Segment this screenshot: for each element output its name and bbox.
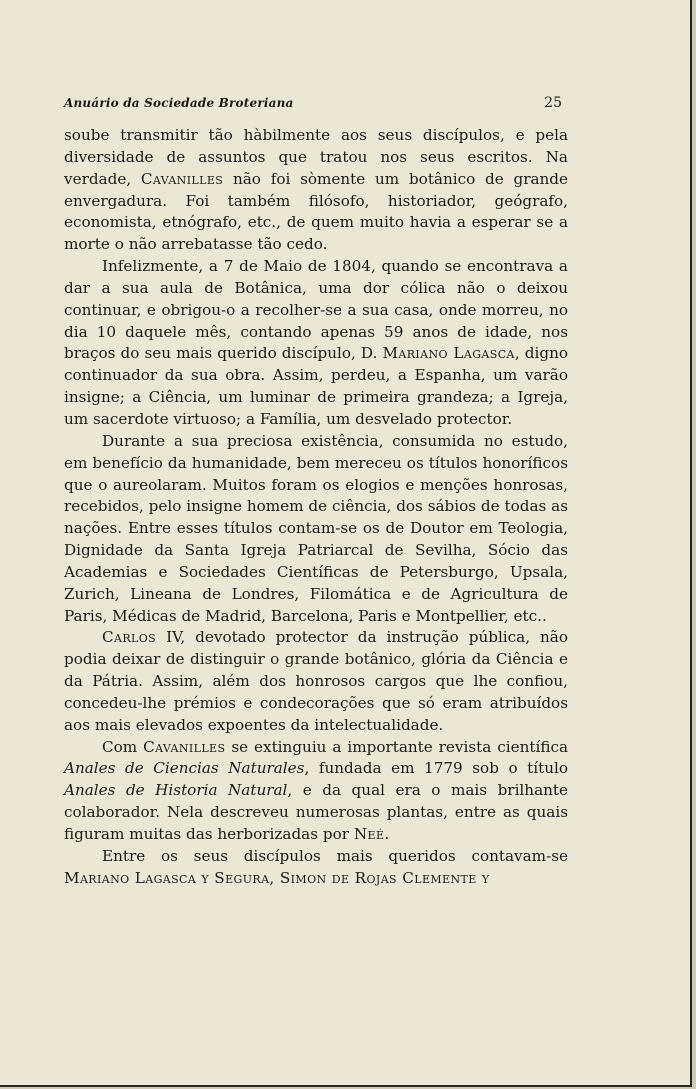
person-name: Neé [353, 825, 385, 843]
person-name: Mariano Lagasca y Segura, Simon de Rojas Clemente y [64, 868, 490, 887]
page-number: 25 [544, 95, 562, 111]
paragraph [64, 627, 568, 736]
text-run: . [384, 825, 390, 843]
paragraph [64, 737, 568, 846]
person-name: Carlos [102, 628, 157, 647]
text-run: , fundada em 1779 sob o título [304, 759, 568, 778]
running-head: Anuário da Sociedade Broteriana [64, 96, 294, 110]
text-run: , digno continuador da sua obra. Assim, perdeu, a Espanha, um varão insigne; a Ciência, um luminar de primeira grandeza; a Igreja, um sacerdote virtuoso; a Família, um desvelado protector. [64, 344, 568, 428]
text-run: se extinguiu a importante revista científica [225, 737, 569, 756]
page-header [64, 95, 562, 111]
person-name: Cavanilles [143, 737, 226, 756]
text-run: , e da qual era o mais brilhante colaborador. Nela descreveu numerosas plantas, entre as quais figuram muitas das herborizadas por [64, 781, 568, 843]
text-run: Com [102, 737, 144, 756]
journal-title: Anales de Ciencias Naturales [64, 759, 305, 778]
text-run: não foi sòmente um botânico de grande envergadura. Foi também filósofo, historiador, geógrafo, economista, etnógrafo, etc., de quem muito havia a esperar se a morte o não arrebatasse tão cedo. [64, 169, 568, 254]
text-run: IV, devotado protector da instrução pública, não podia deixar de distinguir o grande botânico, glória da Ciência e da Pátria. Assim, além dos honrosos cargos que lhe confiou, concedeu-lhe prémios e condecorações que só eram atribuídos aos mais elevados expoentes da intelectualidade. [64, 628, 568, 734]
paragraph [64, 256, 568, 431]
text-run: Infelizmente, a 7 de Maio de 1804, quando se encontrava a dar a sua aula de Botânica, uma dor cólica não o deixou continuar, e obrigou-o a recolher-se a sua casa, onde morreu, no dia 10 daquele mês, contando apenas 59 anos de idade, nos braços do seu mais querido discípulo, D. [64, 257, 568, 363]
paragraph [64, 846, 568, 890]
journal-title: Anales de Historia Natural [64, 781, 288, 800]
text-run: soube transmitir tão hàbilmente aos seus discípulos, e pela diversidade de assuntos que tratou nos seus escritos. Na verdade, [64, 126, 568, 188]
paragraph [64, 125, 568, 256]
paragraph [64, 431, 568, 628]
text-run: Entre os seus discípulos mais queridos contavam-se [102, 846, 568, 865]
person-name: Cavanilles [140, 169, 224, 188]
body-text [64, 125, 568, 890]
person-name: Mariano Lagasca [382, 344, 515, 363]
text-run: Durante a sua preciosa existência, consumida no estudo, em benefício da humanidade, bem mereceu os títulos honoríficos que o aureolaram. Muitos foram os elogios e menções honrosas, recebidos, pelo insigne homem de ciência, dos sábios de todas as nações. Entre esses títulos contam-se os de Doutor em Teologia, Dignidade da Santa Igreja Patriarcal de Sevilha, Sócio das Academias e Sociedades Científicas de Petersburgo, Upsala, Zurich, Lineana de Londres, Filomática e de Agricultura de Paris, Médicas de Madrid, Barcelona, Paris e Montpellier, etc.. [64, 431, 568, 625]
